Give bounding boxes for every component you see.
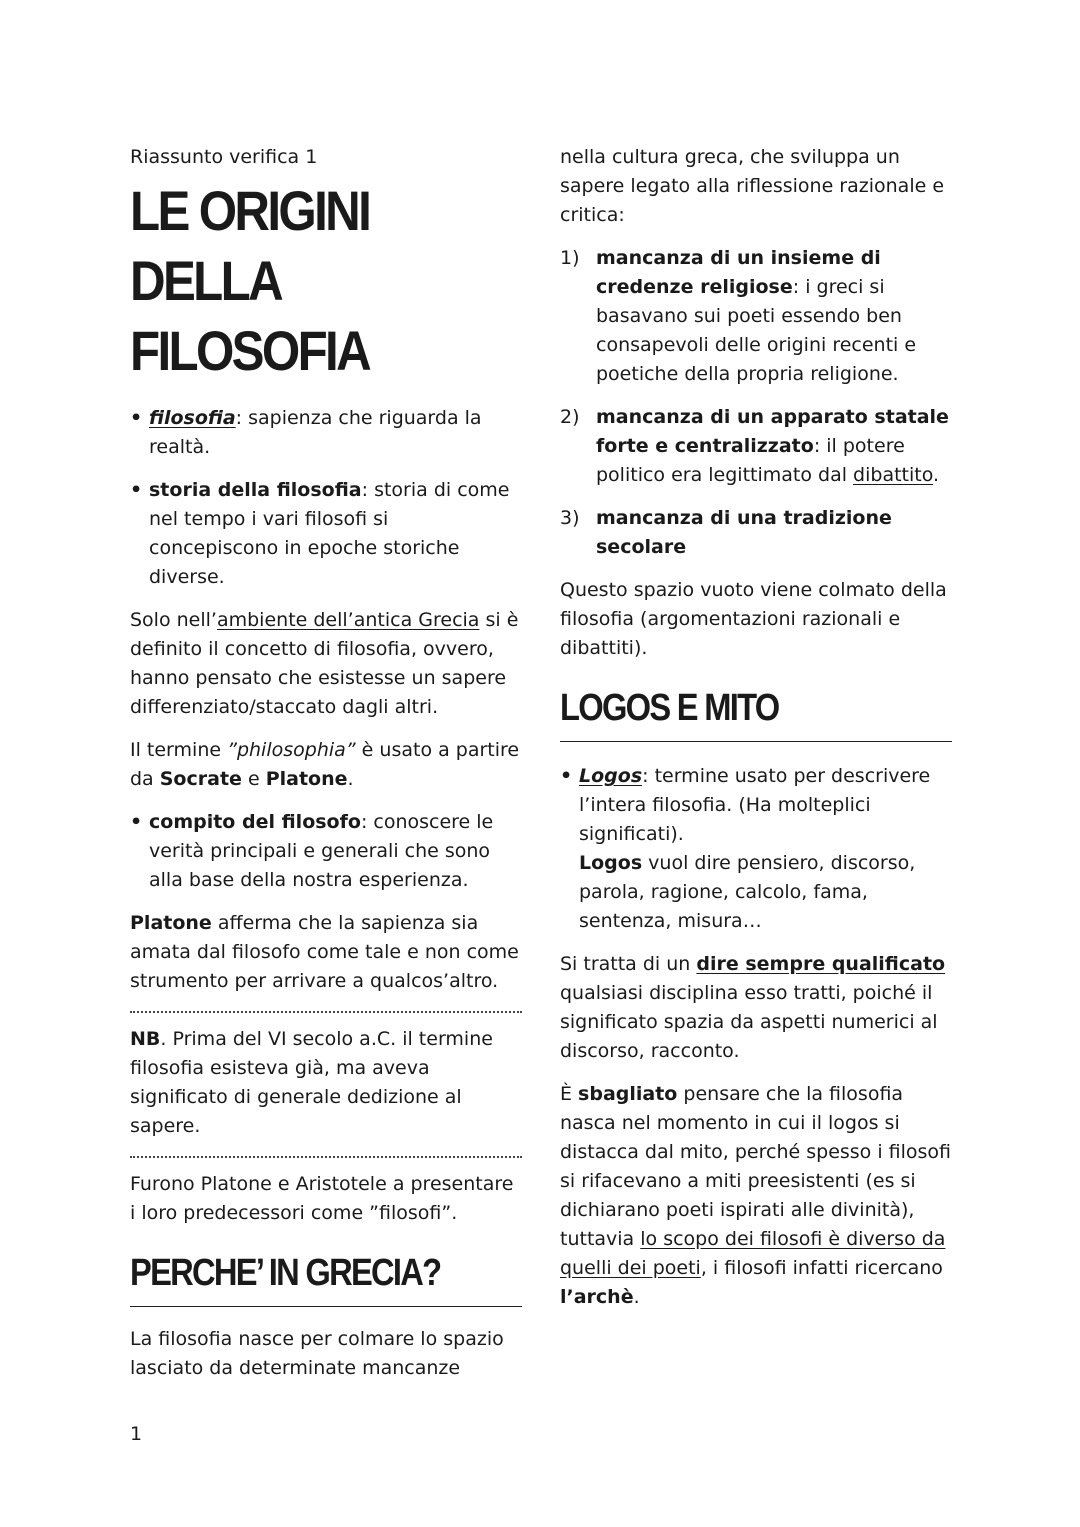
paragraph: Il termine ”philosophia” è usato a partire da Socrate e Platone. bbox=[130, 739, 520, 790]
list-item: 1) mancanza di un insieme di credenze religiose: i greci si basavano sui poeti essendo ben consapevoli delle origini recenti e poetiche della propria religione. bbox=[560, 247, 917, 385]
list-item: • storia della filosofia: storia di come nel tempo i vari filosofi si concepiscono in epoche storiche diverse. bbox=[130, 476, 522, 592]
page-title: LE ORIGINI DELLA FILOSOFIA bbox=[130, 179, 370, 382]
paragraph: Si tratta di un dire sempre qualificato qualsiasi disciplina esso tratti, poiché il significato spazia da aspetti numerici al discorso, racconto. bbox=[560, 953, 946, 1062]
paragraph: È sbagliato pensare che la filosofia nasca nel momento in cui il logos si distacca dal mito, perché spesso i filosofi si rifacevano a miti preesistenti (es si dichiarano poeti ispirati alle divinità), tuttavia lo scopo dei filosofi è diverso da quelli dei poeti, i filosofi infatti ricercano l’archè. bbox=[560, 1083, 952, 1308]
list-item: 3) mancanza di una tradizione secolare bbox=[560, 507, 892, 558]
section-heading: LOGOS E MITO bbox=[560, 687, 779, 729]
paragraph: La filosofia nasce per colmare lo spazio lasciato da determinate mancanze bbox=[130, 1328, 504, 1379]
heading-rule bbox=[560, 741, 952, 742]
paragraph: Platone afferma che la sapienza sia amata dal filosofo come tale e non come strumento per arrivare a qualcos’altro. bbox=[130, 912, 519, 992]
list-item: • Logos: termine usato per descrivere l’intera filosofia. (Ha molteplici significati). Logos vuol dire pensiero, discorso, parola, ragione, calcolo, fama, sentenza, misura… bbox=[560, 762, 952, 936]
note-paragraph: NB. Prima del VI secolo a.C. il termine filosofia esisteva già, ma aveva significato di generale dedizione al sapere. bbox=[130, 1028, 493, 1137]
paragraph: Furono Platone e Aristotele a presentare i loro predecessori come ”filosofi”. bbox=[130, 1173, 514, 1224]
right-column bbox=[560, 143, 952, 1312]
subtitle: Riassunto verifica 1 bbox=[130, 146, 318, 168]
list-item: • filosofia: sapienza che riguarda la realtà. bbox=[130, 404, 522, 462]
heading-rule bbox=[130, 1306, 522, 1307]
dotted-divider bbox=[130, 1011, 522, 1013]
dotted-divider bbox=[130, 1156, 522, 1158]
section-heading: PERCHE’ IN GRECIA? bbox=[130, 1252, 441, 1294]
paragraph: Solo nell’ambiente dell’antica Grecia si è definito il concetto di filosofia, ovvero, hanno pensato che esistesse un sapere differenziato/staccato dagli altri. bbox=[130, 609, 519, 718]
page-number: 1 bbox=[130, 1423, 143, 1445]
list-item: 2) mancanza di un apparato statale forte e centralizzato: il potere politico era legittimato dal dibattito. bbox=[560, 406, 949, 486]
list-item: • compito del filosofo: conoscere le verità principali e generali che sono alla base della nostra esperienza. bbox=[130, 808, 522, 895]
paragraph: Questo spazio vuoto viene colmato della filosofia (argomentazioni razionali e dibattiti). bbox=[560, 579, 947, 659]
left-column bbox=[130, 143, 522, 1383]
paragraph: nella cultura greca, che sviluppa un sapere legato alla riflessione razionale e critica: bbox=[560, 146, 945, 226]
